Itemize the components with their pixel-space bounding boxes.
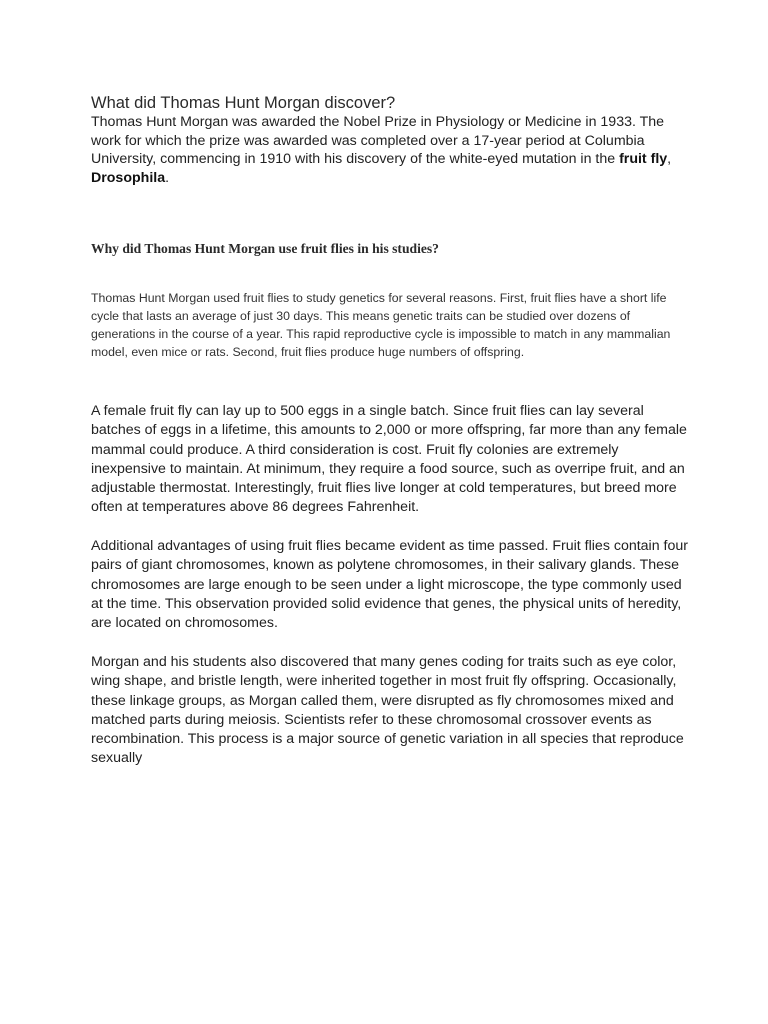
bold-term-fruit-fly: fruit fly xyxy=(619,151,668,167)
section1-heading: What did Thomas Hunt Morgan discover? xyxy=(91,94,396,112)
bold-term-drosophila: Drosophila xyxy=(91,169,166,186)
section1-body xyxy=(91,113,691,187)
term-separator: , xyxy=(667,151,672,167)
paragraph-recombination: Morgan and his students also discovered that many genes coding for traits such as eye color, wing shape, and bristle length, were inherited together in most fruit fly offspring. Occasionally, these linkage groups, as Morgan called them, were disrupted as fly chromosomes mixed and matched parts during meiosis. Scientists refer to these chromosomal crossover events as recombination. This process is a major source of genetic variation in all species that reproduce sexually xyxy=(91,654,684,767)
section2-heading: Why did Thomas Hunt Morgan use fruit flies in his studies? xyxy=(91,241,439,256)
section1-ending: . xyxy=(165,169,170,186)
paragraph-offspring: A female fruit fly can lay up to 500 eggs in a single batch. Since fruit flies can lay several batches of eggs in a lifetime, this amounts to 2,000 or more offspring, far more than any female mammal could produce. A third consideration is cost. Fruit fly colonies are extremely inexpensive to maintain. At minimum, they require a food source, such as overripe fruit, and an adjustable thermostat. Interestingly, fruit flies live longer at cold temperatures, but breed more often at temperatures above 86 degrees Fahrenheit. xyxy=(91,403,687,516)
paragraph-chromosomes: Additional advantages of using fruit flies became evident as time passed. Fruit flies contain four pairs of giant chromosomes, known as polytene chromosomes, in their salivary glands. These chromosomes are large enough to be seen under a light microscope, the type commonly used at the time. This observation provided solid evidence that genes, the physical units of heredity, are located on chromosomes. xyxy=(91,538,688,632)
paragraph-life-cycle: Thomas Hunt Morgan used fruit flies to study genetics for several reasons. First, fruit flies have a short life cycle that lasts an average of just 30 days. This means genetic traits can be studied over dozens of generations in the course of a year. This rapid reproductive cycle is impossible to match in any mammalian model, even mice or rats. Second, fruit flies produce huge numbers of offspring. xyxy=(91,291,671,360)
section1-body-text: Thomas Hunt Morgan was awarded the Nobel Prize in Physiology or Medicine in 1933. The work for which the prize was awarded was completed over a 17-year period at Columbia University, commencing in 1910 with his discovery of the white-eyed mutation in the xyxy=(91,114,665,167)
